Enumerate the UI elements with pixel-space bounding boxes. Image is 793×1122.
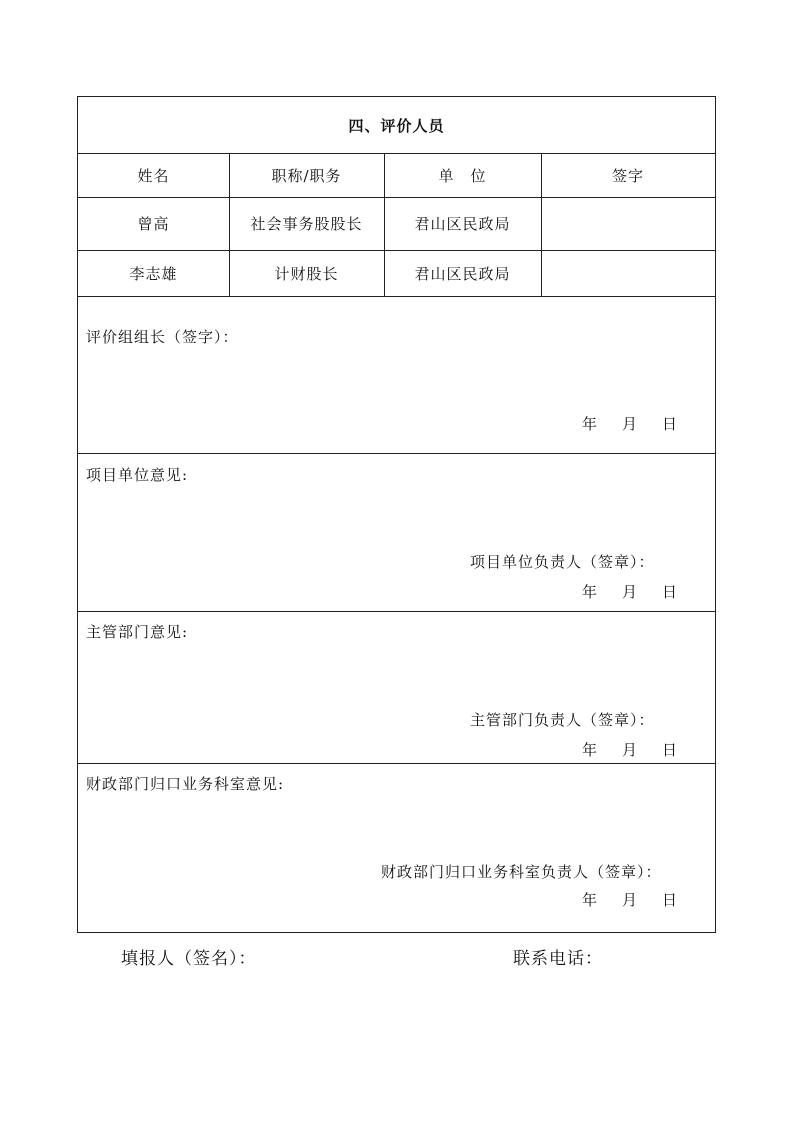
header-unit: 单 位	[438, 166, 487, 185]
filler-label: 填报人（签名）：	[121, 949, 257, 969]
month-label: 月	[622, 741, 638, 759]
month-label: 月	[622, 891, 638, 909]
phone-label: 联系电话：	[513, 949, 603, 969]
divider	[78, 763, 715, 764]
evaluation-form	[77, 96, 716, 933]
header-signature: 签字	[611, 166, 644, 185]
header-name: 姓名	[137, 166, 170, 185]
project-unit-label: 项目单位意见:	[86, 466, 189, 484]
year-label: 年	[582, 741, 598, 759]
year-label: 年	[582, 415, 598, 433]
day-label: 日	[662, 583, 678, 601]
row1-name: 曾高	[137, 215, 170, 233]
divider	[78, 611, 715, 612]
finance-sign: 财政部门归口业务科室负责人（签章）：	[381, 863, 662, 881]
row2-unit: 君山区民政局	[414, 264, 511, 283]
project-unit-sign: 项目单位负责人（签章）：	[470, 553, 655, 571]
divider	[78, 453, 715, 454]
row1-unit: 君山区民政局	[414, 215, 511, 233]
finance-label: 财政部门归口业务科室意见:	[86, 775, 285, 793]
supervisor-label: 主管部门意见:	[86, 623, 189, 641]
leader-label: 评价组组长（签字）：	[86, 328, 239, 346]
row2-title: 计财股长	[274, 264, 339, 283]
day-label: 日	[662, 891, 678, 909]
row2-signature[interactable]	[541, 250, 715, 296]
row2-name: 李志雄	[129, 264, 178, 283]
header-title: 职称/职务	[271, 166, 342, 185]
month-label: 月	[622, 415, 638, 433]
year-label: 年	[582, 583, 598, 601]
row1-signature[interactable]	[541, 197, 715, 250]
year-label: 年	[582, 891, 598, 909]
month-label: 月	[622, 583, 638, 601]
supervisor-sign: 主管部门负责人（签章）：	[470, 711, 655, 729]
row1-title: 社会事务股股长	[250, 215, 363, 233]
divider	[78, 296, 715, 297]
day-label: 日	[662, 415, 678, 433]
section-title: 四、评价人员	[348, 116, 445, 135]
day-label: 日	[662, 741, 678, 759]
